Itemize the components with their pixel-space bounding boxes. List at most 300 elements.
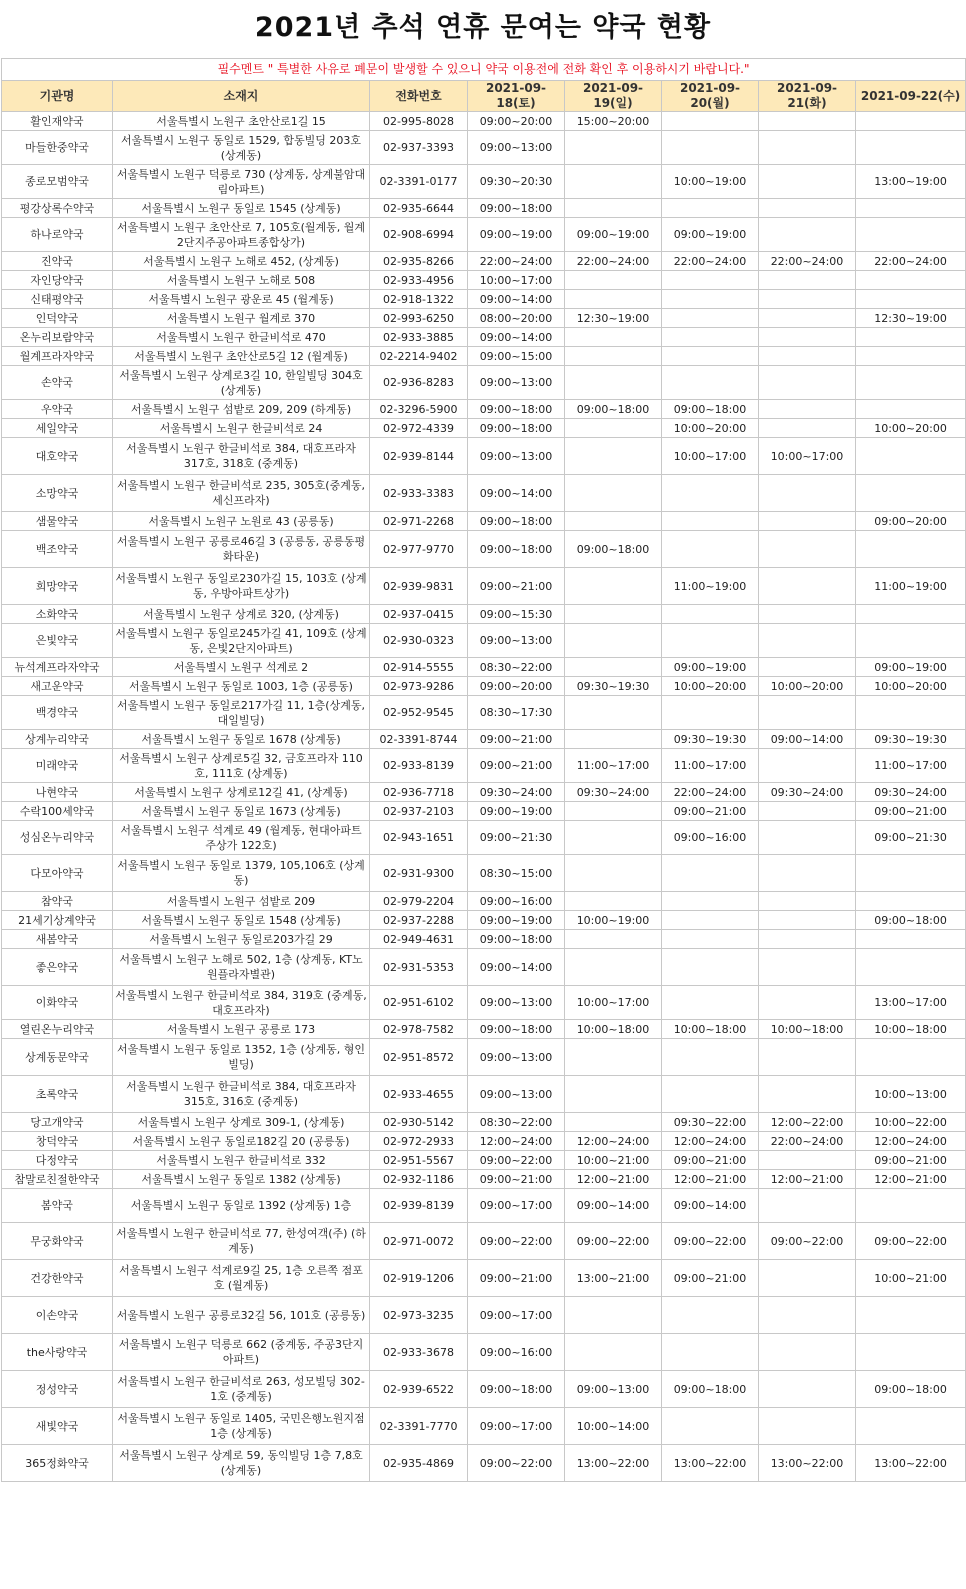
hours-0918: 09:00~19:00	[468, 218, 565, 252]
hours-0920	[662, 199, 759, 218]
pharmacy-address: 서울특별시 노원구 공릉로46길 3 (공릉동, 공릉동평화타운)	[113, 531, 370, 568]
pharmacy-phone: 02-935-8266	[370, 252, 468, 271]
table-body	[2, 59, 966, 1482]
pharmacy-name: 소망약국	[2, 475, 113, 512]
hours-0922: 12:00~24:00	[856, 1132, 966, 1151]
hours-0921	[759, 1371, 856, 1408]
pharmacy-phone: 02-914-5555	[370, 658, 468, 677]
hours-0918: 09:00~14:00	[468, 949, 565, 986]
pharmacy-address: 서울특별시 노원구 초안산로5길 12 (월계동)	[113, 347, 370, 366]
pharmacy-address: 서울특별시 노원구 섬밭로 209, 209 (하계동)	[113, 400, 370, 419]
pharmacy-name: 다모아약국	[2, 855, 113, 892]
pharmacy-address: 서울특별시 노원구 덕릉로 730 (상계동, 상계불암대림아파트)	[113, 165, 370, 199]
hours-0920: 13:00~22:00	[662, 1445, 759, 1482]
hours-0918: 09:00~18:00	[468, 531, 565, 568]
pharmacy-address: 서울특별시 노원구 한글비석로 77, 한성여객(주) (하계동)	[113, 1223, 370, 1260]
hours-0922	[856, 1408, 966, 1445]
hours-0922	[856, 1297, 966, 1334]
hours-0922: 09:30~19:30	[856, 730, 966, 749]
hours-0918: 09:00~13:00	[468, 624, 565, 658]
hours-0919	[565, 1039, 662, 1076]
pharmacy-name: 창덕약국	[2, 1132, 113, 1151]
pharmacy-address: 서울특별시 노원구 동일로 1529, 합동빌딩 203호 (상계동)	[113, 131, 370, 165]
hours-0922: 09:00~18:00	[856, 911, 966, 930]
hours-0920: 22:00~24:00	[662, 252, 759, 271]
table-row	[2, 328, 966, 347]
hours-0919	[565, 271, 662, 290]
hours-0919	[565, 821, 662, 855]
table-row	[2, 986, 966, 1020]
hours-0921	[759, 1039, 856, 1076]
pharmacy-phone: 02-937-2103	[370, 802, 468, 821]
pharmacy-address: 서울특별시 노원구 한글비석로 470	[113, 328, 370, 347]
hours-0921: 10:00~18:00	[759, 1020, 856, 1039]
hours-0922: 12:00~21:00	[856, 1170, 966, 1189]
hours-0921	[759, 531, 856, 568]
hours-0922: 10:00~22:00	[856, 1113, 966, 1132]
hours-0918: 09:00~22:00	[468, 1223, 565, 1260]
hours-0921	[759, 892, 856, 911]
table-row	[2, 730, 966, 749]
hours-0921	[759, 605, 856, 624]
hours-0921	[759, 949, 856, 986]
pharmacy-address: 서울특별시 노원구 동일로 1382 (상계동)	[113, 1170, 370, 1189]
hours-0918: 09:00~18:00	[468, 419, 565, 438]
pharmacy-name: 정성약국	[2, 1371, 113, 1408]
pharmacy-address: 서울특별시 노원구 동일로203가길 29	[113, 930, 370, 949]
hours-0918: 09:00~22:00	[468, 1445, 565, 1482]
pharmacy-name: 초록약국	[2, 1076, 113, 1113]
hours-0919: 09:00~22:00	[565, 1223, 662, 1260]
pharmacy-phone: 02-939-6522	[370, 1371, 468, 1408]
pharmacy-name: 건강한약국	[2, 1260, 113, 1297]
pharmacy-phone: 02-930-0323	[370, 624, 468, 658]
pharmacy-name: 참말로친절한약국	[2, 1170, 113, 1189]
pharmacy-address: 서울특별시 노원구 광운로 45 (월계동)	[113, 290, 370, 309]
table-row	[2, 749, 966, 783]
pharmacy-name: 새빛약국	[2, 1408, 113, 1445]
hours-0920: 09:30~22:00	[662, 1113, 759, 1132]
pharmacy-address: 서울특별시 노원구 동일로 1548 (상계동)	[113, 911, 370, 930]
hours-0920	[662, 696, 759, 730]
pharmacy-address: 서울특별시 노원구 동일로230가길 15, 103호 (상계동, 우방아파트상가)	[113, 568, 370, 605]
hours-0921	[759, 366, 856, 400]
hours-0922: 11:00~17:00	[856, 749, 966, 783]
pharmacy-address: 서울특별시 노원구 공릉로32길 56, 101호 (공릉동)	[113, 1297, 370, 1334]
hours-0919	[565, 1334, 662, 1371]
pharmacy-phone: 02-951-8572	[370, 1039, 468, 1076]
pharmacy-address: 서울특별시 노원구 동일로245가길 41, 109호 (상계동, 은빛2단지아파트)	[113, 624, 370, 658]
hours-0922: 10:00~21:00	[856, 1260, 966, 1297]
hours-0922: 09:30~24:00	[856, 783, 966, 802]
pharmacy-address: 서울특별시 노원구 상계로3길 10, 한일빌딩 304호 (상계동)	[113, 366, 370, 400]
table-row	[2, 821, 966, 855]
pharmacy-address: 서울특별시 노원구 노해로 452, (상계동)	[113, 252, 370, 271]
table-row	[2, 252, 966, 271]
hours-0918: 09:00~21:00	[468, 749, 565, 783]
hours-0922	[856, 949, 966, 986]
table-row	[2, 802, 966, 821]
table-row	[2, 1223, 966, 1260]
hours-0921	[759, 1076, 856, 1113]
table-row	[2, 199, 966, 218]
hours-0922: 09:00~20:00	[856, 512, 966, 531]
hours-0918: 10:00~17:00	[468, 271, 565, 290]
hours-0920	[662, 1076, 759, 1113]
hours-0922: 10:00~20:00	[856, 419, 966, 438]
pharmacy-phone: 02-993-6250	[370, 309, 468, 328]
hours-0920	[662, 328, 759, 347]
pharmacy-name: 소화약국	[2, 605, 113, 624]
hours-0922	[856, 112, 966, 131]
hours-0921	[759, 131, 856, 165]
pharmacy-table	[1, 58, 966, 1482]
header-row	[2, 81, 966, 112]
pharmacy-name: 참약국	[2, 892, 113, 911]
hours-0918: 09:30~20:30	[468, 165, 565, 199]
hours-0922	[856, 475, 966, 512]
pharmacy-address: 서울특별시 노원구 동일로217가길 11, 1층(상계동,대일빌딩)	[113, 696, 370, 730]
hours-0921	[759, 911, 856, 930]
hours-0920	[662, 911, 759, 930]
table-row	[2, 290, 966, 309]
pharmacy-phone: 02-951-5567	[370, 1151, 468, 1170]
pharmacy-phone: 02-949-4631	[370, 930, 468, 949]
hours-0920	[662, 1039, 759, 1076]
hours-0919	[565, 1297, 662, 1334]
pharmacy-phone: 02-933-3885	[370, 328, 468, 347]
hours-0921	[759, 749, 856, 783]
hours-0919	[565, 366, 662, 400]
hours-0921: 22:00~24:00	[759, 1132, 856, 1151]
hours-0919: 10:00~19:00	[565, 911, 662, 930]
pharmacy-name: 하나로약국	[2, 218, 113, 252]
pharmacy-phone: 02-939-8144	[370, 438, 468, 475]
hours-0919	[565, 438, 662, 475]
table-row	[2, 855, 966, 892]
table-row	[2, 1151, 966, 1170]
table-row	[2, 1076, 966, 1113]
hours-0918: 09:00~14:00	[468, 290, 565, 309]
pharmacy-phone: 02-931-5353	[370, 949, 468, 986]
hours-0922	[856, 624, 966, 658]
pharmacy-phone: 02-919-1206	[370, 1260, 468, 1297]
hours-0921	[759, 568, 856, 605]
table-row	[2, 658, 966, 677]
pharmacy-address: 서울특별시 노원구 동일로 1678 (상계동)	[113, 730, 370, 749]
hours-0919	[565, 930, 662, 949]
hours-0921	[759, 1260, 856, 1297]
hours-0919: 09:30~19:30	[565, 677, 662, 696]
hours-0921: 09:00~14:00	[759, 730, 856, 749]
pharmacy-name: 당고개약국	[2, 1113, 113, 1132]
hours-0922: 10:00~20:00	[856, 677, 966, 696]
hours-0918: 08:30~22:00	[468, 1113, 565, 1132]
hours-0922	[856, 290, 966, 309]
table-row	[2, 1260, 966, 1297]
hours-0921: 12:00~21:00	[759, 1170, 856, 1189]
pharmacy-address: 서울특별시 노원구 동일로 1379, 105,106호 (상계동)	[113, 855, 370, 892]
header-date-0922: 2021-09-22(수)	[856, 81, 966, 112]
table-row	[2, 419, 966, 438]
table-row	[2, 366, 966, 400]
hours-0918: 09:00~18:00	[468, 400, 565, 419]
hours-0920	[662, 131, 759, 165]
pharmacy-name: 다정약국	[2, 1151, 113, 1170]
hours-0922: 13:00~22:00	[856, 1445, 966, 1482]
pharmacy-name: 수락100세약국	[2, 802, 113, 821]
pharmacy-phone: 02-931-9300	[370, 855, 468, 892]
hours-0919	[565, 696, 662, 730]
table-row	[2, 1189, 966, 1223]
hours-0919	[565, 512, 662, 531]
page-title: 2021년 추석 연휴 문여는 약국 현황	[254, 12, 712, 43]
hours-0919	[565, 892, 662, 911]
hours-0920: 09:00~16:00	[662, 821, 759, 855]
pharmacy-address: 서울특별시 노원구 상계로 320, (상계동)	[113, 605, 370, 624]
table-row	[2, 624, 966, 658]
pharmacy-address: 서울특별시 노원구 동일로182길 20 (공릉동)	[113, 1132, 370, 1151]
pharmacy-phone: 02-952-9545	[370, 696, 468, 730]
pharmacy-phone: 02-936-8283	[370, 366, 468, 400]
pharmacy-name: 세일약국	[2, 419, 113, 438]
header-address: 소재지	[113, 81, 370, 112]
hours-0920: 10:00~19:00	[662, 165, 759, 199]
hours-0918: 09:00~20:00	[468, 112, 565, 131]
pharmacy-name: 우약국	[2, 400, 113, 419]
hours-0918: 09:00~21:00	[468, 1260, 565, 1297]
hours-0921: 12:00~22:00	[759, 1113, 856, 1132]
hours-0921	[759, 802, 856, 821]
pharmacy-phone: 02-933-3678	[370, 1334, 468, 1371]
pharmacy-phone: 02-3296-5900	[370, 400, 468, 419]
hours-0919	[565, 658, 662, 677]
pharmacy-address: 서울특별시 노원구 섬밭로 209	[113, 892, 370, 911]
hours-0922: 11:00~19:00	[856, 568, 966, 605]
hours-0920: 09:00~21:00	[662, 1151, 759, 1170]
pharmacy-name: 신태평약국	[2, 290, 113, 309]
hours-0922: 09:00~22:00	[856, 1223, 966, 1260]
pharmacy-name: 좋은약국	[2, 949, 113, 986]
hours-0918: 09:00~17:00	[468, 1189, 565, 1223]
pharmacy-name: 온누리보람약국	[2, 328, 113, 347]
table-row	[2, 531, 966, 568]
table-row	[2, 568, 966, 605]
pharmacy-name: 손약국	[2, 366, 113, 400]
hours-0918: 22:00~24:00	[468, 252, 565, 271]
pharmacy-name: 성심온누리약국	[2, 821, 113, 855]
hours-0922	[856, 855, 966, 892]
hours-0920: 09:00~19:00	[662, 658, 759, 677]
hours-0921	[759, 475, 856, 512]
hours-0922	[856, 131, 966, 165]
hours-0921	[759, 112, 856, 131]
hours-0918: 09:00~14:00	[468, 328, 565, 347]
hours-0920	[662, 1297, 759, 1334]
hours-0920: 09:00~21:00	[662, 802, 759, 821]
hours-0919: 12:00~24:00	[565, 1132, 662, 1151]
hours-0918: 08:30~15:00	[468, 855, 565, 892]
hours-0919	[565, 328, 662, 347]
hours-0922	[856, 328, 966, 347]
pharmacy-phone: 02-933-8139	[370, 749, 468, 783]
table-row	[2, 218, 966, 252]
hours-0920	[662, 930, 759, 949]
pharmacy-name: 나현약국	[2, 783, 113, 802]
hours-0919: 22:00~24:00	[565, 252, 662, 271]
hours-0921	[759, 821, 856, 855]
hours-0921	[759, 930, 856, 949]
hours-0920: 10:00~18:00	[662, 1020, 759, 1039]
hours-0920: 10:00~20:00	[662, 677, 759, 696]
pharmacy-name: 상계누리약국	[2, 730, 113, 749]
pharmacy-name: 열린온누리약국	[2, 1020, 113, 1039]
hours-0922: 10:00~13:00	[856, 1076, 966, 1113]
pharmacy-phone: 02-3391-0177	[370, 165, 468, 199]
hours-0921	[759, 855, 856, 892]
table-row	[2, 1334, 966, 1371]
pharmacy-address: 서울특별시 노원구 노해로 502, 1층 (상계동, KT노원플라자별관)	[113, 949, 370, 986]
pharmacy-phone: 02-933-4956	[370, 271, 468, 290]
hours-0918: 08:30~17:30	[468, 696, 565, 730]
pharmacy-address: 서울특별시 노원구 노해로 508	[113, 271, 370, 290]
hours-0920: 10:00~20:00	[662, 419, 759, 438]
hours-0918: 09:00~13:00	[468, 1076, 565, 1113]
table-row	[2, 1020, 966, 1039]
hours-0921: 09:00~22:00	[759, 1223, 856, 1260]
hours-0918: 09:00~14:00	[468, 475, 565, 512]
hours-0920: 12:00~21:00	[662, 1170, 759, 1189]
hours-0920: 09:00~18:00	[662, 1371, 759, 1408]
table-row	[2, 1445, 966, 1482]
hours-0922	[856, 438, 966, 475]
hours-0919: 10:00~17:00	[565, 986, 662, 1020]
pharmacy-name: 새고운약국	[2, 677, 113, 696]
hours-0919: 09:00~13:00	[565, 1371, 662, 1408]
pharmacy-phone: 02-932-1186	[370, 1170, 468, 1189]
pharmacy-phone: 02-971-0072	[370, 1223, 468, 1260]
hours-0919: 11:00~17:00	[565, 749, 662, 783]
hours-0918: 09:00~13:00	[468, 1039, 565, 1076]
hours-0918: 09:00~18:00	[468, 1371, 565, 1408]
hours-0921: 09:30~24:00	[759, 783, 856, 802]
hours-0921	[759, 218, 856, 252]
pharmacy-name: 상계동문약국	[2, 1039, 113, 1076]
hours-0921	[759, 309, 856, 328]
table-row	[2, 309, 966, 328]
hours-0918: 09:00~13:00	[468, 986, 565, 1020]
table-row	[2, 347, 966, 366]
hours-0921	[759, 1408, 856, 1445]
hours-0920: 09:00~21:00	[662, 1260, 759, 1297]
hours-0922: 09:00~19:00	[856, 658, 966, 677]
hours-0921	[759, 271, 856, 290]
pharmacy-address: 서울특별시 노원구 덕릉로 662 (중계동, 주공3단지아파트)	[113, 1334, 370, 1371]
table-row	[2, 1297, 966, 1334]
pharmacy-address: 서울특별시 노원구 초안산로1길 15	[113, 112, 370, 131]
hours-0922	[856, 1039, 966, 1076]
hours-0919: 09:30~24:00	[565, 783, 662, 802]
header-date-0921: 2021-09-21(화)	[759, 81, 856, 112]
pharmacy-name: 자인당약국	[2, 271, 113, 290]
hours-0920	[662, 986, 759, 1020]
pharmacy-address: 서울특별시 노원구 상계로12길 41, (상계동)	[113, 783, 370, 802]
hours-0918: 09:00~15:00	[468, 347, 565, 366]
table-row	[2, 1132, 966, 1151]
hours-0918: 09:00~17:00	[468, 1297, 565, 1334]
hours-0920	[662, 475, 759, 512]
pharmacy-phone: 02-933-3383	[370, 475, 468, 512]
pharmacy-name: 무궁화약국	[2, 1223, 113, 1260]
pharmacy-address: 서울특별시 노원구 동일로 1673 (상계동)	[113, 802, 370, 821]
hours-0919	[565, 475, 662, 512]
hours-0919	[565, 165, 662, 199]
pharmacy-address: 서울특별시 노원구 동일로 1392 (상계동) 1층	[113, 1189, 370, 1223]
pharmacy-address: 서울특별시 노원구 노원로 43 (공릉동)	[113, 512, 370, 531]
hours-0919	[565, 730, 662, 749]
table-row	[2, 112, 966, 131]
hours-0918: 09:00~13:00	[468, 438, 565, 475]
pharmacy-phone: 02-918-1322	[370, 290, 468, 309]
hours-0918: 09:00~21:30	[468, 821, 565, 855]
hours-0920	[662, 366, 759, 400]
hours-0918: 09:00~18:00	[468, 512, 565, 531]
hours-0919: 13:00~22:00	[565, 1445, 662, 1482]
hours-0920	[662, 512, 759, 531]
pharmacy-phone: 02-979-2204	[370, 892, 468, 911]
hours-0922	[856, 531, 966, 568]
pharmacy-address: 서울특별시 노원구 월계로 370	[113, 309, 370, 328]
hours-0919	[565, 802, 662, 821]
pharmacy-address: 서울특별시 노원구 석계로 2	[113, 658, 370, 677]
hours-0922: 09:00~21:00	[856, 802, 966, 821]
hours-0922	[856, 605, 966, 624]
pharmacy-name: 평강상록수약국	[2, 199, 113, 218]
table-row	[2, 512, 966, 531]
hours-0922	[856, 400, 966, 419]
hours-0918: 09:00~19:00	[468, 802, 565, 821]
hours-0922	[856, 218, 966, 252]
hours-0918: 09:00~16:00	[468, 892, 565, 911]
pharmacy-name: 365정화약국	[2, 1445, 113, 1482]
table-row	[2, 165, 966, 199]
hours-0920: 09:00~18:00	[662, 400, 759, 419]
hours-0920: 22:00~24:00	[662, 783, 759, 802]
pharmacy-address: 서울특별시 노원구 한글비석로 332	[113, 1151, 370, 1170]
pharmacy-phone: 02-951-6102	[370, 986, 468, 1020]
hours-0922: 13:00~17:00	[856, 986, 966, 1020]
pharmacy-phone: 02-908-6994	[370, 218, 468, 252]
hours-0921	[759, 290, 856, 309]
hours-0919: 09:00~19:00	[565, 218, 662, 252]
hours-0922: 09:00~18:00	[856, 1371, 966, 1408]
hours-0919: 12:30~19:00	[565, 309, 662, 328]
hours-0920: 09:00~14:00	[662, 1189, 759, 1223]
hours-0921: 10:00~17:00	[759, 438, 856, 475]
hours-0920	[662, 1408, 759, 1445]
pharmacy-name: 마들한중약국	[2, 131, 113, 165]
table-row	[2, 783, 966, 802]
hours-0922	[856, 892, 966, 911]
pharmacy-name: 이손약국	[2, 1297, 113, 1334]
hours-0920	[662, 892, 759, 911]
hours-0922: 10:00~18:00	[856, 1020, 966, 1039]
hours-0919	[565, 131, 662, 165]
hours-0918: 12:00~24:00	[468, 1132, 565, 1151]
hours-0922	[856, 366, 966, 400]
hours-0922	[856, 696, 966, 730]
pharmacy-phone: 02-3391-8744	[370, 730, 468, 749]
